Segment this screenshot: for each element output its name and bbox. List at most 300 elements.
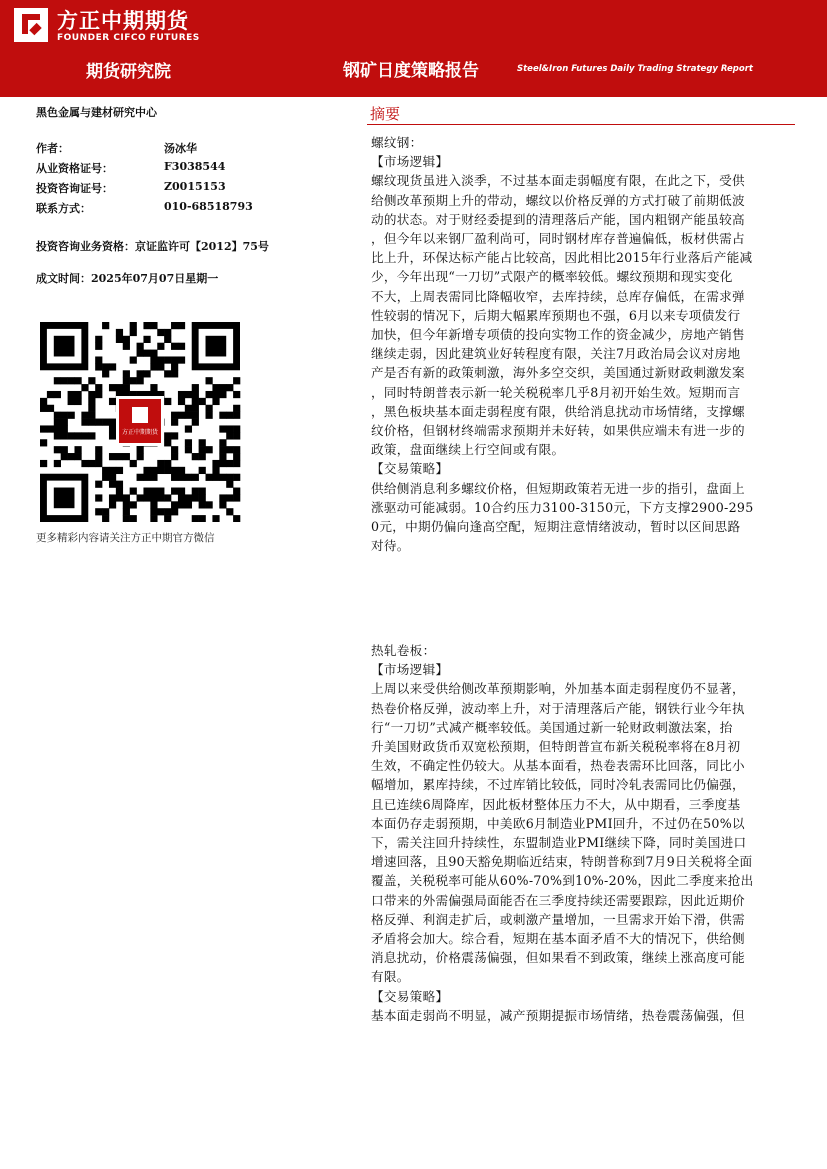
- text-line: 比上升，环保达标产能占比较高，因此相比2015年行业落后产能减: [371, 250, 753, 266]
- qr-module: [143, 350, 150, 357]
- qr-module: [185, 494, 192, 501]
- hotcoil-logic-label: 【市场逻辑】: [371, 662, 449, 678]
- qr-module: [192, 405, 199, 412]
- text-line: ，黑色板块基本面走弱程度有限，供给消息扰动市场情绪，支撑螺: [371, 403, 745, 419]
- qr-module: [157, 467, 164, 474]
- text-line: 口带来的外需偏强局面能否在三季度持续还需要跟踪，因此近期价: [371, 892, 745, 908]
- company-logo: [14, 8, 48, 42]
- qr-module: [150, 515, 157, 522]
- qr-logo-icon: [132, 407, 148, 423]
- qr-module: [164, 336, 171, 343]
- text-line: 动的状态。对于财经委提到的清理落后产能，国内粗钢产能虽较高: [371, 211, 745, 227]
- text-line: 且已连续6周降库，因此板材整体压力不大，从中期看，三季度基: [371, 796, 741, 812]
- qr-module: [219, 501, 226, 508]
- qr-module: [137, 343, 144, 350]
- qr-module: [74, 446, 81, 453]
- text-line: ，但今年以来钢厂盈利尚可，同时钢材库存普遍偏低，板材供需占: [371, 231, 745, 247]
- qr-module: [150, 384, 157, 391]
- qr-module: [171, 370, 178, 377]
- qr-module: [157, 508, 164, 515]
- qr-module: [102, 508, 109, 515]
- qr-module: [192, 398, 199, 405]
- qr-module: [61, 432, 68, 439]
- qr-module: [68, 453, 75, 460]
- qr-module: [95, 494, 102, 501]
- qr-module: [219, 474, 226, 481]
- qr-module: [164, 515, 171, 522]
- qr-module: [123, 384, 130, 391]
- qr-module: [199, 439, 206, 446]
- qr-module: [123, 501, 130, 508]
- qr-module: [95, 481, 102, 488]
- qr-module: [206, 405, 213, 412]
- text-line: 政策，盘面继续上行空间或有限。: [371, 442, 565, 458]
- qr-module: [150, 356, 157, 363]
- qr-module: [130, 488, 137, 495]
- qr-module: [81, 432, 88, 439]
- qr-module: [233, 425, 240, 432]
- qr-module: [137, 474, 144, 481]
- qr-module: [74, 391, 81, 398]
- rebar-logic-label: 【市场逻辑】: [371, 154, 449, 170]
- text-line: 螺纹现货虽进入淡季，不过基本面走弱幅度有限，在此之下，受供: [371, 173, 745, 189]
- qr-module: [102, 515, 109, 522]
- qr-module: [150, 350, 157, 357]
- qr-module: [178, 398, 185, 405]
- qr-module: [178, 356, 185, 363]
- qr-module: [192, 412, 199, 419]
- qr-module: [116, 467, 123, 474]
- qr-module: [157, 343, 164, 350]
- qr-module: [130, 356, 137, 363]
- qr-module: [150, 467, 157, 474]
- qr-module: [219, 439, 226, 446]
- qr-module: [226, 481, 233, 488]
- qr-logo-text: 方正中期期货: [121, 429, 158, 436]
- qr-module: [109, 453, 116, 460]
- qr-module: [164, 467, 171, 474]
- qr-module: [171, 453, 178, 460]
- qr-module: [185, 425, 192, 432]
- text-line: 热卷价格反弹，波动率上升，对于清理落后产能，钢铁行业今年执: [371, 700, 745, 716]
- qr-module: [150, 501, 157, 508]
- publish-date: 成文时间：2025年07月07日星期一: [36, 272, 219, 285]
- qr-module: [143, 467, 150, 474]
- qr-module: [185, 439, 192, 446]
- qr-module: [88, 460, 95, 467]
- qr-module: [123, 336, 130, 343]
- qr-module: [88, 405, 95, 412]
- qr-module: [95, 384, 102, 391]
- qr-module: [206, 446, 213, 453]
- qr-module: [219, 412, 226, 419]
- qr-module: [95, 391, 102, 398]
- qr-module: [233, 412, 240, 419]
- qr-module: [74, 377, 81, 384]
- qr-module: [178, 494, 185, 501]
- text-line: 性较弱的情况下，后期大幅累库预期也不强，6月以来专项债发行: [371, 307, 741, 323]
- qr-module: [102, 363, 109, 370]
- qr-module: [143, 370, 150, 377]
- qr-module: [164, 494, 171, 501]
- qr-module: [102, 370, 109, 377]
- qr-module: [150, 363, 157, 370]
- qr-module: [137, 453, 144, 460]
- text-line: 矛盾将会加大。综合看，短期在基本面矛盾不大的情况下，供给侧: [371, 931, 745, 947]
- text-line: 生效，不确定性仍较大。从基本面看，热卷表需环比回落，同比小: [371, 758, 745, 774]
- qr-module: [116, 384, 123, 391]
- qr-module: [123, 453, 130, 460]
- qr-module: [61, 412, 68, 419]
- qr-module: [199, 501, 206, 508]
- qr-module: [54, 412, 61, 419]
- text-line: 本面仍存走弱预期，中美欧6月制造业PMI回升，不过仍在50%以: [371, 815, 745, 831]
- qr-module: [192, 494, 199, 501]
- qr-module: [199, 446, 206, 453]
- brand-name-en: FOUNDER CIFCO FUTURES: [57, 33, 200, 43]
- qr-module: [95, 419, 102, 426]
- rebar-section: [371, 133, 795, 555]
- qr-module: [68, 398, 75, 405]
- qr-module: [137, 377, 144, 384]
- qr-module: [137, 370, 144, 377]
- qr-module: [171, 446, 178, 453]
- qr-module: [54, 425, 61, 432]
- author-sidebar: [36, 104, 336, 120]
- institute-name: 期货研究院: [86, 62, 171, 82]
- qr-module: [54, 391, 61, 398]
- qr-module: [157, 356, 164, 363]
- qr-module: [206, 391, 213, 398]
- qr-module: [226, 412, 233, 419]
- qr-module: [171, 432, 178, 439]
- qr-module: [88, 391, 95, 398]
- qr-module: [185, 391, 192, 398]
- qr-module: [88, 412, 95, 419]
- qr-module: [157, 460, 164, 467]
- qr-module: [150, 488, 157, 495]
- qr-module: [61, 419, 68, 426]
- rebar-heading: 螺纹钢：: [371, 135, 423, 150]
- qr-module: [102, 474, 109, 481]
- qr-module: [178, 501, 185, 508]
- qr-module: [219, 425, 226, 432]
- text-line: 对待。: [371, 538, 410, 554]
- qr-module: [164, 439, 171, 446]
- qr-center-logo: [116, 396, 164, 446]
- qualification-label: 从业资格证号：: [36, 162, 113, 175]
- qr-module: [40, 425, 47, 432]
- qr-module: [226, 425, 233, 432]
- qr-module: [192, 453, 199, 460]
- rebar-strategy-label: 【交易策略】: [371, 461, 449, 477]
- qr-module: [212, 515, 219, 522]
- qr-module: [178, 391, 185, 398]
- qr-module: [137, 446, 144, 453]
- qr-module: [102, 467, 109, 474]
- qr-module: [81, 460, 88, 467]
- qr-module: [192, 515, 199, 522]
- qr-module: [157, 363, 164, 370]
- author-label: 作者：: [36, 142, 69, 155]
- qr-module: [130, 460, 137, 467]
- report-header: [0, 0, 827, 97]
- hotcoil-logic-text: [371, 679, 795, 986]
- qr-module: [47, 425, 54, 432]
- qr-module: [74, 398, 81, 405]
- consult-label: 投资咨询证号：: [36, 182, 113, 195]
- qr-module: [150, 494, 157, 501]
- qr-module: [47, 405, 54, 412]
- qr-module: [81, 384, 88, 391]
- qr-module: [192, 391, 199, 398]
- text-line: 覆盖，关税税率可能从60%-70%到10%-20%，因此二季度来抢出: [371, 873, 754, 889]
- qr-module: [150, 322, 157, 329]
- qr-module: [171, 467, 178, 474]
- qr-module: [192, 474, 199, 481]
- report-title-en: Steel&Iron Futures Daily Trading Strategy Report: [517, 64, 753, 74]
- qr-module: [199, 467, 206, 474]
- qr-module: [143, 488, 150, 495]
- text-line: 消息扰动，价格震荡偏强，但如果看不到政策，继续上涨高度可能: [371, 950, 745, 966]
- qr-module: [68, 432, 75, 439]
- qr-module: [233, 488, 240, 495]
- qr-module: [95, 363, 102, 370]
- qr-caption: 更多精彩内容请关注方正中期官方微信: [36, 532, 215, 544]
- qr-module: [219, 453, 226, 460]
- qr-module: [150, 474, 157, 481]
- qr-module: [233, 446, 240, 453]
- qr-module: [219, 494, 226, 501]
- qr-module: [123, 377, 130, 384]
- qr-module: [233, 515, 240, 522]
- qr-module: [130, 501, 137, 508]
- qr-module: [185, 446, 192, 453]
- qr-module: [171, 412, 178, 419]
- qr-module: [109, 467, 116, 474]
- qr-module: [40, 398, 47, 405]
- qr-module: [233, 377, 240, 384]
- qr-module: [178, 322, 185, 329]
- qr-module: [95, 460, 102, 467]
- text-line: 加快，但今年新增专项债的投向实物工作的资金减少，房地产销售: [371, 327, 745, 343]
- qr-module: [61, 425, 68, 432]
- qr-module: [206, 377, 213, 384]
- qr-module: [199, 453, 206, 460]
- qr-module: [143, 474, 150, 481]
- qr-module: [192, 384, 199, 391]
- qr-module: [130, 515, 137, 522]
- summary-title: 摘要: [370, 105, 401, 123]
- qr-module: [206, 412, 213, 419]
- text-line: 继续走弱，因此建筑业好转程度有限，关注7月政治局会议对房地: [371, 346, 741, 362]
- qr-module: [226, 432, 233, 439]
- qr-module: [178, 474, 185, 481]
- qr-module: [226, 460, 233, 467]
- qr-module: [233, 460, 240, 467]
- text-line: 涨驱动可能减弱。10合约压力3100-3150元，下方支撑2900-295: [371, 499, 754, 515]
- qr-module: [226, 508, 233, 515]
- qr-module: [164, 398, 171, 405]
- qr-module: [219, 384, 226, 391]
- qr-module: [68, 377, 75, 384]
- qr-module: [95, 508, 102, 515]
- qr-module: [54, 419, 61, 426]
- text-line: 下，需关注回升持续性，东盟制造业PMI继续下降，同时美国进口: [371, 835, 747, 851]
- qr-module: [74, 453, 81, 460]
- qr-module: [81, 419, 88, 426]
- qr-module: [95, 336, 102, 343]
- qr-module: [185, 405, 192, 412]
- text-line: 0元，中期仍偏向逢高空配，短期注意情绪波动，暂时以区间思路: [371, 519, 741, 535]
- qr-module: [219, 391, 226, 398]
- qr-module: [137, 494, 144, 501]
- qr-module: [157, 488, 164, 495]
- qr-finder-pattern: [54, 336, 75, 357]
- qr-module: [109, 474, 116, 481]
- qr-module: [226, 384, 233, 391]
- qr-finder-pattern: [206, 336, 227, 357]
- text-line: ，同时特朗普表示新一轮关税税率几乎8月初开始生效。短期而言: [371, 384, 741, 400]
- text-line: 增速回落，且90天豁免期临近结束，特朗普称到7月9日关税将全面: [371, 854, 753, 870]
- qr-module: [47, 391, 54, 398]
- qr-module: [171, 363, 178, 370]
- qr-module: [199, 488, 206, 495]
- qr-module: [178, 488, 185, 495]
- text-line: 格反弹、利润走扩后，或刺激产量增加，一旦需求开始下滑，供需: [371, 911, 745, 927]
- qr-module: [233, 432, 240, 439]
- hotcoil-strategy-text: [371, 1006, 795, 1025]
- qr-module: [164, 356, 171, 363]
- qr-module: [143, 494, 150, 501]
- qr-module: [68, 391, 75, 398]
- qr-module: [54, 446, 61, 453]
- qr-module: [185, 412, 192, 419]
- text-line: 不大，上周表需同比降幅收窄，去库持续，总库存偏低，在需求弹: [371, 288, 745, 304]
- qr-module: [61, 453, 68, 460]
- qr-module: [40, 405, 47, 412]
- qr-module: [219, 446, 226, 453]
- hotcoil-strategy-label: 【交易策略】: [371, 988, 449, 1004]
- license-text: 投资咨询业务资格：京证监许可【2012】75号: [36, 240, 269, 253]
- qr-module: [212, 460, 219, 467]
- qr-module: [40, 460, 47, 467]
- qr-module: [157, 329, 164, 336]
- qr-module: [192, 488, 199, 495]
- qr-module: [123, 508, 130, 515]
- text-line: 基本面走弱尚不明显，减产预期提振市场情绪，热卷震荡偏强，但: [371, 1007, 745, 1023]
- qr-module: [109, 501, 116, 508]
- qr-module: [171, 474, 178, 481]
- text-line: 少，今年出现“一刀切”式限产的概率较低。螺纹预期和现实变化: [371, 269, 733, 285]
- qr-module: [143, 336, 150, 343]
- qr-module: [88, 419, 95, 426]
- qr-module: [233, 405, 240, 412]
- text-line: 行“一刀切”式减产概率较低。美国通过新一轮财政刺激法案，抬: [371, 719, 733, 735]
- qr-module: [171, 343, 178, 350]
- qr-module: [61, 377, 68, 384]
- qr-module: [116, 453, 123, 460]
- qr-module: [233, 391, 240, 398]
- qr-module: [171, 322, 178, 329]
- qr-module: [109, 481, 116, 488]
- qr-module: [137, 350, 144, 357]
- qr-module: [123, 515, 130, 522]
- qr-module: [88, 432, 95, 439]
- qr-module: [164, 329, 171, 336]
- brand-name-cn: 方正中期期货: [57, 9, 189, 33]
- qr-module: [130, 329, 137, 336]
- text-line: 给侧改革预期上升的带动，螺纹以价格反弹的方式打破了前期低波: [371, 192, 745, 208]
- qr-module: [123, 494, 130, 501]
- qr-module: [88, 377, 95, 384]
- qr-finder-pattern: [54, 488, 75, 509]
- qr-module: [185, 474, 192, 481]
- qr-module: [143, 322, 150, 329]
- qr-module: [212, 467, 219, 474]
- qr-module: [95, 446, 102, 453]
- qr-module: [226, 474, 233, 481]
- qr-module: [88, 398, 95, 405]
- qr-module: [116, 488, 123, 495]
- department-name: 黑色金属与建材研究中心: [36, 106, 157, 119]
- qr-module: [109, 363, 116, 370]
- qr-module: [123, 343, 130, 350]
- qr-module: [40, 439, 47, 446]
- qr-module: [206, 474, 213, 481]
- qr-module: [95, 343, 102, 350]
- qr-module: [164, 460, 171, 467]
- hotcoil-heading: 热轧卷板：: [371, 643, 436, 658]
- qr-module: [54, 432, 61, 439]
- qr-module: [212, 474, 219, 481]
- qr-module: [171, 356, 178, 363]
- qr-module: [226, 494, 233, 501]
- text-line: 纹价格，但钢材终端需求预期并未好转，如果供应端未有进一步的: [371, 423, 745, 439]
- wechat-qr-code: [38, 322, 242, 522]
- qr-module: [157, 494, 164, 501]
- text-line: 上周以来受供给侧改革预期影响，外加基本面走弱程度仍不显著，: [371, 681, 745, 697]
- rebar-logic-text: [371, 171, 795, 459]
- qr-module: [171, 501, 178, 508]
- qr-module: [150, 508, 157, 515]
- qr-module: [171, 508, 178, 515]
- qr-module: [116, 494, 123, 501]
- summary-divider: [367, 124, 795, 125]
- qr-module: [233, 474, 240, 481]
- text-line: 升美国财政货币双宽松预期，但特朗普宣布新关税税率将在8月初: [371, 739, 741, 755]
- qr-module: [171, 488, 178, 495]
- qr-module: [178, 343, 185, 350]
- qr-module: [164, 432, 171, 439]
- qr-module: [123, 370, 130, 377]
- qr-module: [212, 391, 219, 398]
- qr-module: [74, 432, 81, 439]
- text-line: 幅增加，累库持续，不过库销比较低，同时冷轧表需同比仍偏强，: [371, 777, 745, 793]
- qr-module: [61, 446, 68, 453]
- qr-module: [199, 398, 206, 405]
- qr-module: [178, 467, 185, 474]
- qr-module: [68, 412, 75, 419]
- qr-module: [116, 329, 123, 336]
- qr-module: [109, 384, 116, 391]
- text-line: 有限。: [371, 969, 410, 985]
- qr-module: [116, 336, 123, 343]
- qr-module: [199, 494, 206, 501]
- qr-module: [233, 453, 240, 460]
- qr-module: [226, 446, 233, 453]
- rebar-strategy-text: [371, 479, 795, 556]
